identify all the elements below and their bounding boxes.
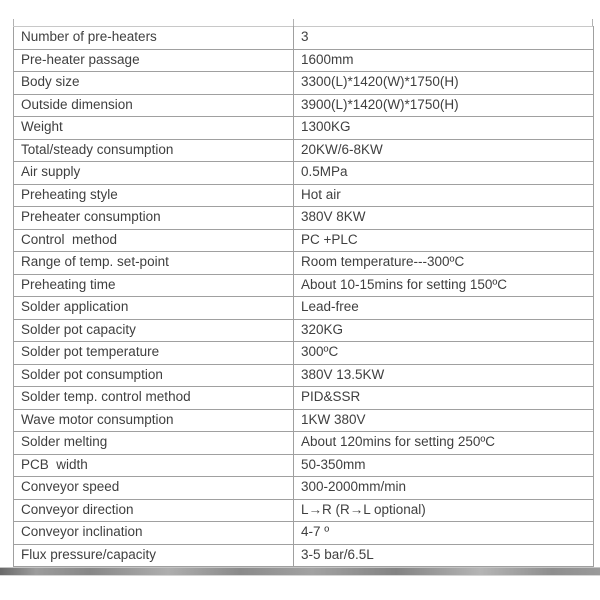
spec-label: Body size <box>14 72 294 95</box>
spec-value: 3900(L)*1420(W)*1750(H) <box>294 94 594 117</box>
spec-value: 0.5MPa <box>294 162 594 185</box>
spec-label: Solder temp. control method <box>14 387 294 410</box>
spec-label: Solder application <box>14 297 294 320</box>
spec-label: Air supply <box>14 162 294 185</box>
spec-label: Control method <box>14 229 294 252</box>
spec-value: Room temperature---300ºC <box>294 252 594 275</box>
spec-label: Number of pre-heaters <box>14 27 294 50</box>
spec-label: Range of temp. set-point <box>14 252 294 275</box>
spec-label: Solder pot temperature <box>14 342 294 365</box>
table-row <box>14 27 594 50</box>
spec-label: Wave motor consumption <box>14 409 294 432</box>
spec-value: PID&SSR <box>294 387 594 410</box>
table-row <box>14 229 594 252</box>
table-row <box>14 139 594 162</box>
spec-value: 1300KG <box>294 117 594 140</box>
spec-value: 1KW 380V <box>294 409 594 432</box>
spec-value: 50-350mm <box>294 454 594 477</box>
spec-value: 3-5 bar/6.5L <box>294 544 594 567</box>
spec-value: 3 <box>294 27 594 50</box>
table-row <box>14 117 594 140</box>
spec-label: PCB width <box>14 454 294 477</box>
spec-label: Solder pot consumption <box>14 364 294 387</box>
spec-label: Outside dimension <box>14 94 294 117</box>
spec-value: 380V 13.5KW <box>294 364 594 387</box>
table-row <box>14 162 594 185</box>
spec-value: 300ºC <box>294 342 594 365</box>
table-row <box>14 544 594 567</box>
table-row <box>14 319 594 342</box>
spec-value: About 10-15mins for setting 150ºC <box>294 274 594 297</box>
spec-label: Conveyor inclination <box>14 522 294 545</box>
table-row <box>14 454 594 477</box>
spec-value: About 120mins for setting 250ºC <box>294 432 594 455</box>
table-row <box>14 477 594 500</box>
spec-label: Preheating time <box>14 274 294 297</box>
spec-value: 320KG <box>294 319 594 342</box>
spec-value: L→R (R→L optional) <box>294 499 594 522</box>
table-row <box>14 252 594 275</box>
spec-table <box>13 26 594 567</box>
spec-label: Preheating style <box>14 184 294 207</box>
table-row <box>14 522 594 545</box>
spec-label: Preheater consumption <box>14 207 294 230</box>
table-row <box>14 72 594 95</box>
spec-label: Weight <box>14 117 294 140</box>
table-row <box>14 297 594 320</box>
table-row <box>14 499 594 522</box>
spec-label: Conveyor speed <box>14 477 294 500</box>
table-row <box>14 387 594 410</box>
table-row <box>14 274 594 297</box>
table-row <box>14 342 594 365</box>
page-edge-shadow <box>0 567 600 576</box>
table-row <box>14 364 594 387</box>
spec-label: Conveyor direction <box>14 499 294 522</box>
spec-value: PC +PLC <box>294 229 594 252</box>
spec-value: Hot air <box>294 184 594 207</box>
table-row <box>14 432 594 455</box>
spec-value: 20KW/6-8KW <box>294 139 594 162</box>
table-row <box>14 49 594 72</box>
spec-label: Flux pressure/capacity <box>14 544 294 567</box>
spec-value: Lead-free <box>294 297 594 320</box>
spec-value: 300-2000mm/min <box>294 477 594 500</box>
spec-label: Solder melting <box>14 432 294 455</box>
table-row <box>14 409 594 432</box>
spec-value: 3300(L)*1420(W)*1750(H) <box>294 72 594 95</box>
table-row <box>14 207 594 230</box>
table-row <box>14 94 594 117</box>
spec-label: Pre-heater passage <box>14 49 294 72</box>
spec-label: Total/steady consumption <box>14 139 294 162</box>
spec-label: Solder pot capacity <box>14 319 294 342</box>
spec-value: 380V 8KW <box>294 207 594 230</box>
spec-value: 4-7 º <box>294 522 594 545</box>
spec-value: 1600mm <box>294 49 594 72</box>
table-row <box>14 184 594 207</box>
